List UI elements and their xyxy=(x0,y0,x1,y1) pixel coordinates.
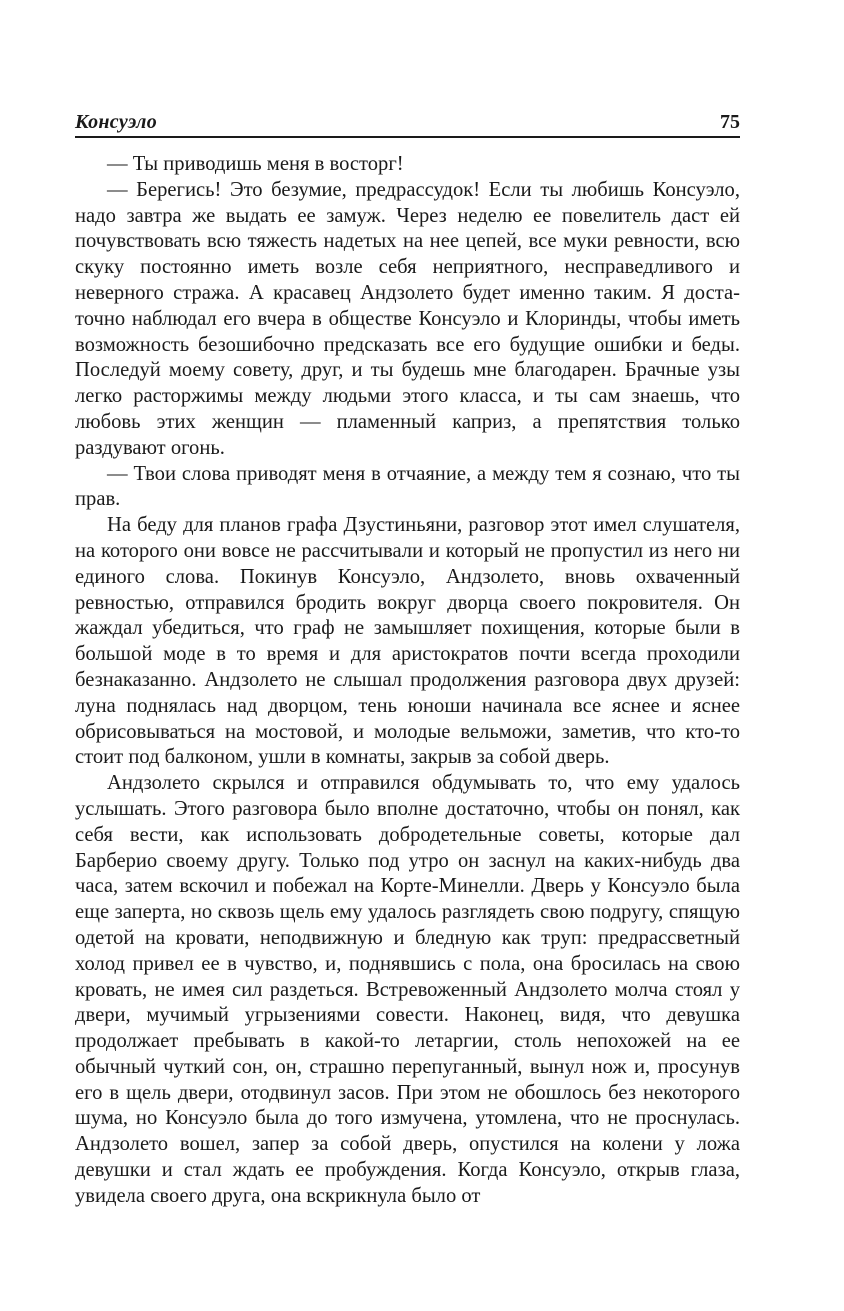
book-title: Консуэло xyxy=(75,111,157,133)
book-page xyxy=(75,104,740,1210)
page-number: 75 xyxy=(720,111,740,133)
paragraph-4: На беду для планов графа Дзустиньяни, разговор этот имел слушателя, на которого они вовсе не рассчитывали и который не пропустил из него ни единого слова. Покинув Консуэло, Андзолето, вновь охваченный ревностью, отправился бродить вокруг дворца своего покровителя. Он жаждал убедиться, что граф не замышляет похищения, которые были в большой моде в то время и для аристократов почти всегда проходили безнаказанно. Андзолето не слышал продолжения разговора двух друзей: луна поднялась над дворцом, тень юноши начинала все яснее и яснее обрисовываться на мостовой, и молодые вельможи, заметив, что кто-то стоит под балконом, ушли в комнаты, закрыв за собой дверь. xyxy=(75,514,740,769)
body-text xyxy=(75,152,740,1210)
running-head xyxy=(75,104,740,138)
paragraph-2: — Берегись! Это безумие, предрассудок! Если ты любишь Консуэло, надо завтра же выдать ее замуж. Через неделю ее повелитель даст ей почувствовать всю тяжесть надетых на нее цепей, все муки ревности, всю скуку постоянно иметь возле себя неприятного, несправедливого и неверного стража. А красавец Андзолето будет именно таким. Я достаточно наблюдал его вчера в обществе Консуэло и Клоринды, чтобы иметь возможность безошибочно предсказать все его будущие ошибки и беды. Последуй моему совету, друг, и ты будешь мне благодарен. Брачные узы легко расторжимы между людьми этого класса, и ты сам знаешь, что любовь этих женщин — пламенный каприз, а препятствия только раздувают огонь. xyxy=(75,178,740,459)
paragraph-5: Андзолето скрылся и отправился обдумывать то, что ему удалось услышать. Этого разговора было вполне достаточно, чтобы он понял, как себя вести, как использовать добродетельные советы, которые дал Барберио своему другу. Только под утро он заснул на каких-нибудь два часа, затем вскочил и побежал на Корте-Минелли. Дверь у Консуэло была еще заперта, но сквозь щель ему удалось разглядеть свою подругу, спящую одетой на кровати, неподвижную и бледную как труп: предрассветный холод привел ее в чувство, и, поднявшись с пола, она бросилась на свою кровать, не имея сил раздеться. Встревоженный Андзолето молча стоял у двери, мучимый угрызениями совести. Наконец, видя, что девушка продолжает пребывать в какой-то летаргии, столь непохожей на ее обычный чуткий сон, он, страшно перепуганный, вынул нож и, просунув его в щель двери, отодвинул засов. При этом не обошлось без некоторого шума, но Консуэло была до того измучена, утомлена, что не проснулась. Андзолето вошел, запер за собой дверь, опустился на колени у ложа девушки и стал ждать ее пробуждения. Когда Консуэло, открыв глаза, увидела своего друга, она вскрикнула было от xyxy=(75,772,740,1207)
paragraph-3: — Твои слова приводят меня в отчаяние, а между тем я сознаю, что ты прав. xyxy=(75,462,740,511)
paragraph-1: — Ты приводишь меня в восторг! xyxy=(107,153,404,175)
